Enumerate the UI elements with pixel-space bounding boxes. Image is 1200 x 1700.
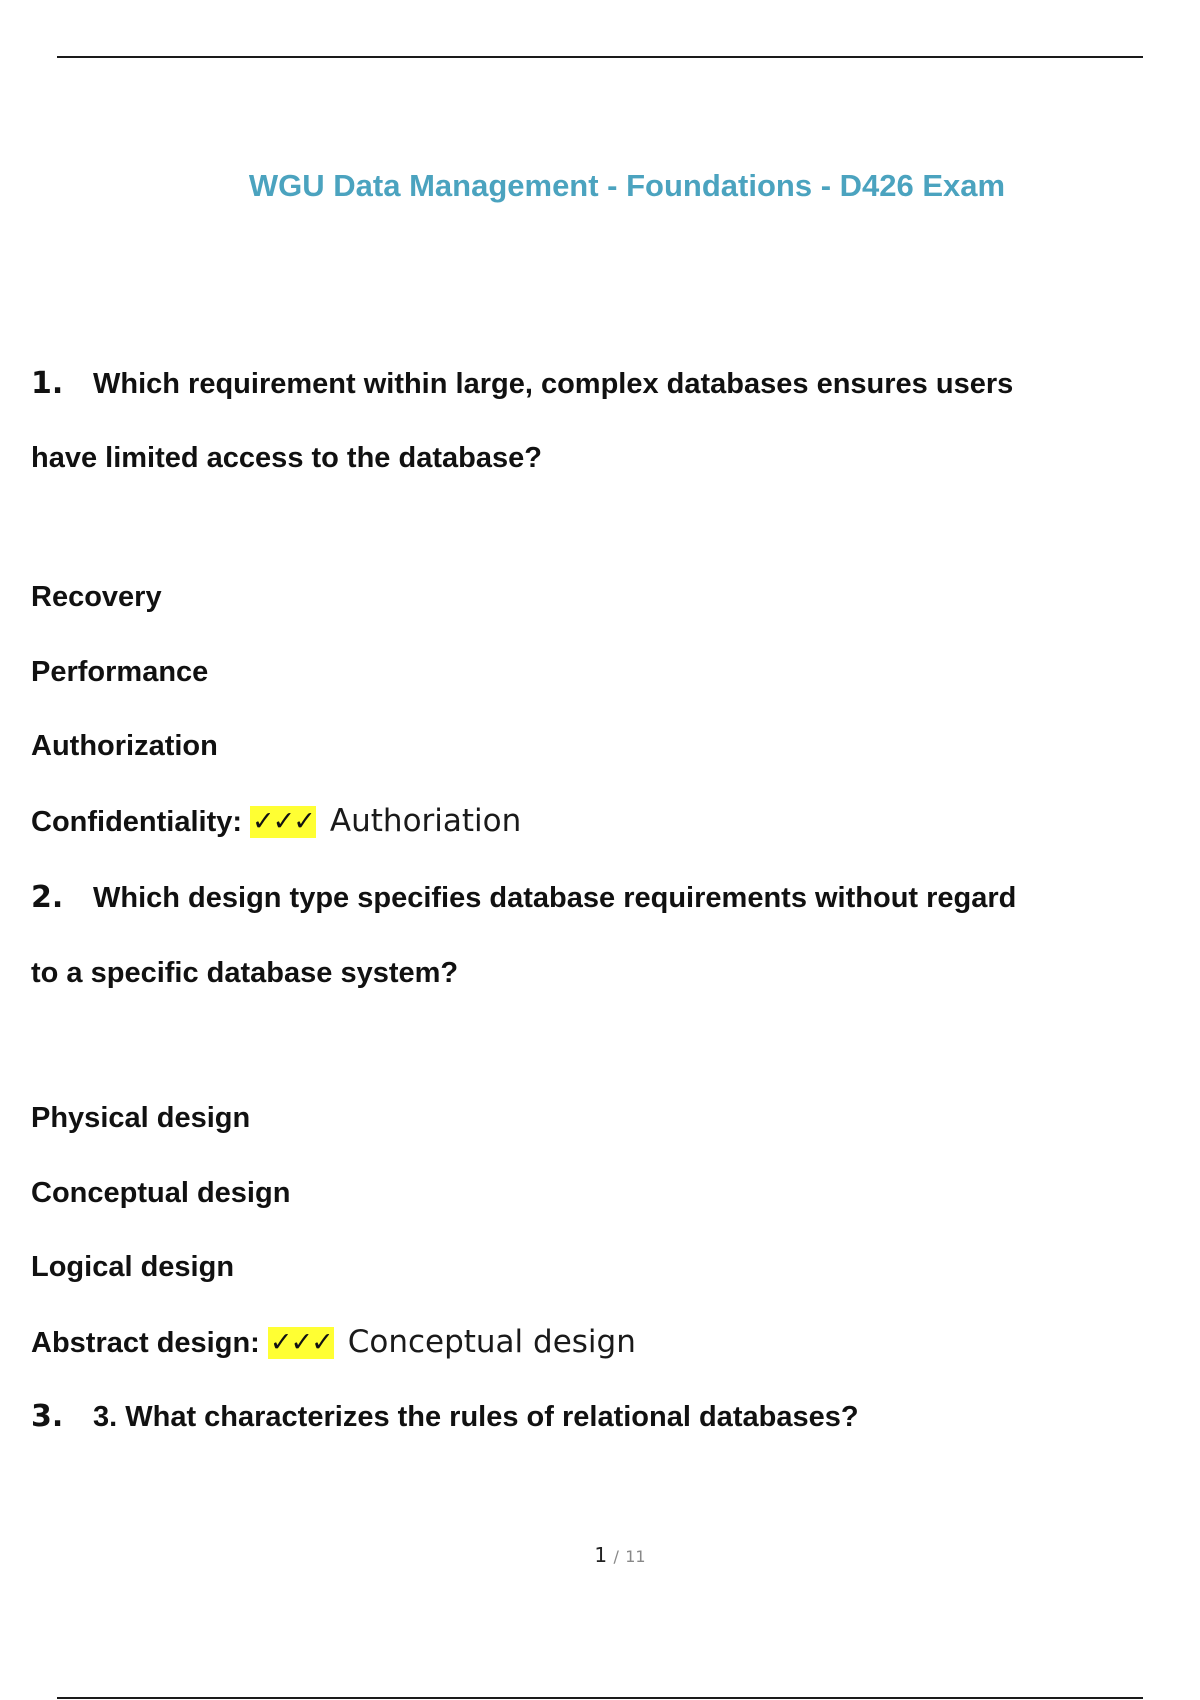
final-option-label: Abstract design: [31, 1327, 260, 1359]
question-text: 3. What characterizes the rules of relational databases? [93, 1401, 859, 1433]
top-rule [57, 56, 1143, 58]
page-separator: / [613, 1547, 619, 1566]
question-number: 2. [31, 880, 64, 915]
question-1-answer-line [31, 803, 521, 840]
question-number: 3. [31, 1399, 64, 1434]
question-2-option-2: Conceptual design [31, 1177, 291, 1209]
question-1-option-3: Authorization [31, 730, 218, 762]
question-1-line-1 [31, 366, 1013, 402]
question-2-line-1 [31, 880, 1016, 916]
question-2-answer-line [31, 1324, 636, 1361]
question-text: Which requirement within large, complex databases ensures users [93, 368, 1014, 400]
check-marks-icon: ✓✓✓ [269, 1327, 332, 1358]
question-1-option-1: Recovery [31, 581, 162, 613]
page-number [0, 1543, 1200, 1567]
answer-text: Authoriation [329, 803, 522, 839]
question-1-option-2: Performance [31, 656, 209, 688]
question-number: 1. [31, 366, 64, 401]
question-2-option-3: Logical design [31, 1251, 235, 1283]
question-1-line-2: have limited access to the database? [31, 442, 542, 474]
check-marks-icon: ✓✓✓ [252, 806, 314, 837]
document-title: WGU Data Management - Foundations - D426 Exam [248, 168, 1006, 203]
bottom-rule [57, 1697, 1143, 1699]
final-option-label: Confidentiality: [31, 806, 243, 838]
question-3-line-1 [31, 1399, 859, 1435]
page-total: 11 [625, 1547, 646, 1566]
page-current: 1 [594, 1543, 608, 1567]
question-text: Which design type specifies database requirements without regard [93, 882, 1017, 914]
question-2-line-2: to a specific database system? [31, 957, 459, 989]
answer-text: Conceptual design [347, 1324, 636, 1360]
question-2-option-1: Physical design [31, 1102, 251, 1134]
